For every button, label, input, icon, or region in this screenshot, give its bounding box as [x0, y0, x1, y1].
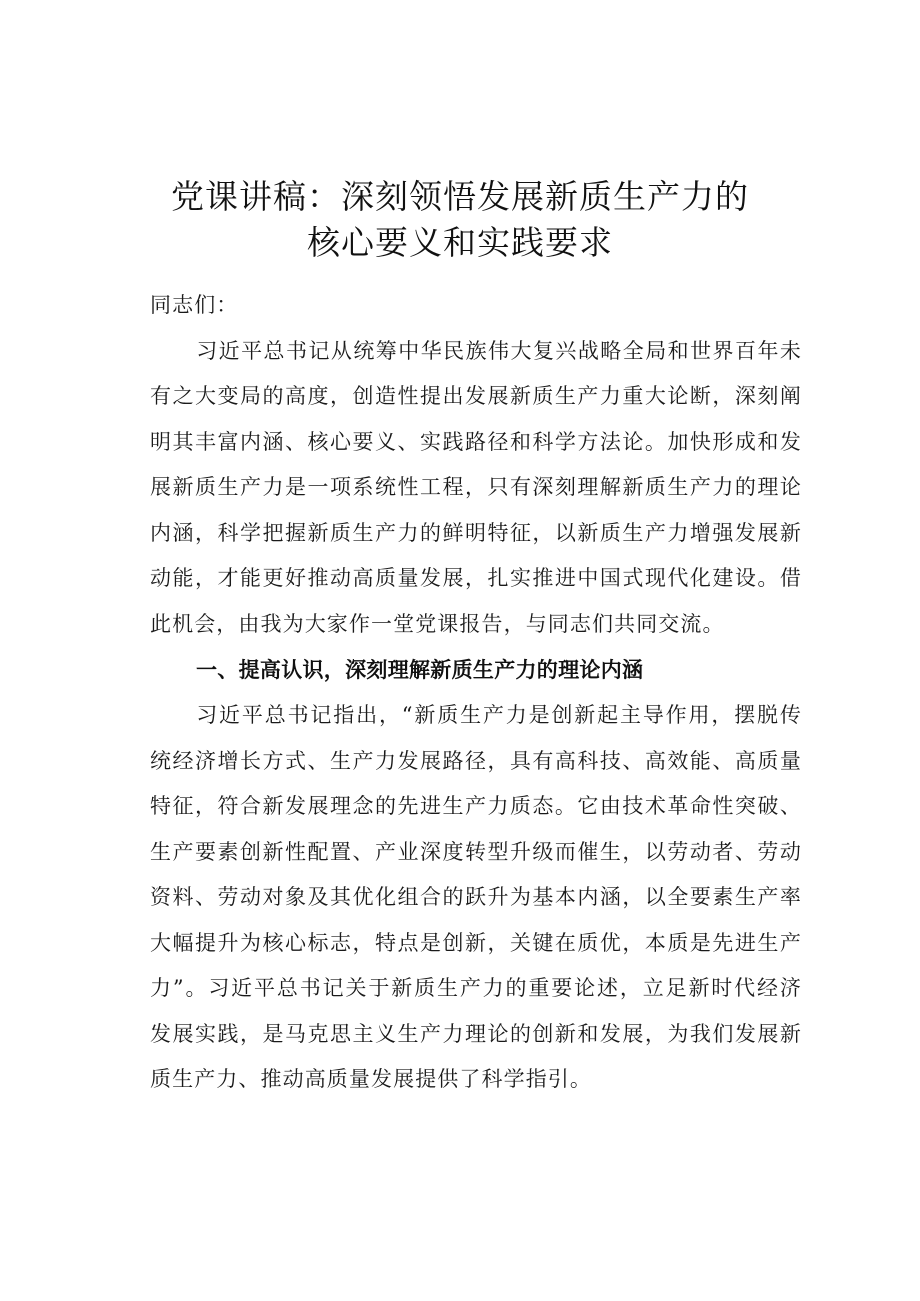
section-1-heading: 一、提高认识，深刻理解新质生产力的理论内涵 — [196, 658, 644, 682]
salutation: 同志们： — [150, 293, 239, 317]
intro-paragraph: 习近平总书记从统筹中华民族伟大复兴战略全局和世界百年未有之大变局的高度，创造性提出发展新质生产力重大论断，深刻阐明其丰富内涵、核心要义、实践路径和科学方法论。加快形成和发展新质生产力是一项系统性工程，只有深刻理解新质生产力的理论内涵，科学把握新质生产力的鲜明特征，以新质生产力增强发展新动能，才能更好推动高质量发展，扎实推进中国式现代化建设。借此机会，由我为大家作一堂党课报告，与同志们共同交流。 — [150, 338, 802, 636]
title-line-1: 党课讲稿：深刻领悟发展新质生产力的 — [171, 177, 749, 217]
document-title — [100, 174, 820, 266]
document-body — [150, 283, 802, 1103]
section-1-paragraph: 习近平总书记指出，“新质生产力是创新起主导作用，摆脱传统经济增长方式、生产力发展路径，具有高科技、高效能、高质量特征，符合新发展理念的先进生产力质态。它由技术革命性突破、生产要素创新性配置、产业深度转型升级而催生，以劳动者、劳动资料、劳动对象及其优化组合的跃升为基本内涵，以全要素生产率大幅提升为核心标志，特点是创新，关键在质优，本质是先进生产力”。习近平总书记关于新质生产力的重要论述，立足新时代经济发展实践，是马克思主义生产力理论的创新和发展，为我们发展新质生产力、推动高质量发展提供了科学指引。 — [150, 703, 802, 1091]
title-line-2: 核心要义和实践要求 — [307, 223, 613, 263]
